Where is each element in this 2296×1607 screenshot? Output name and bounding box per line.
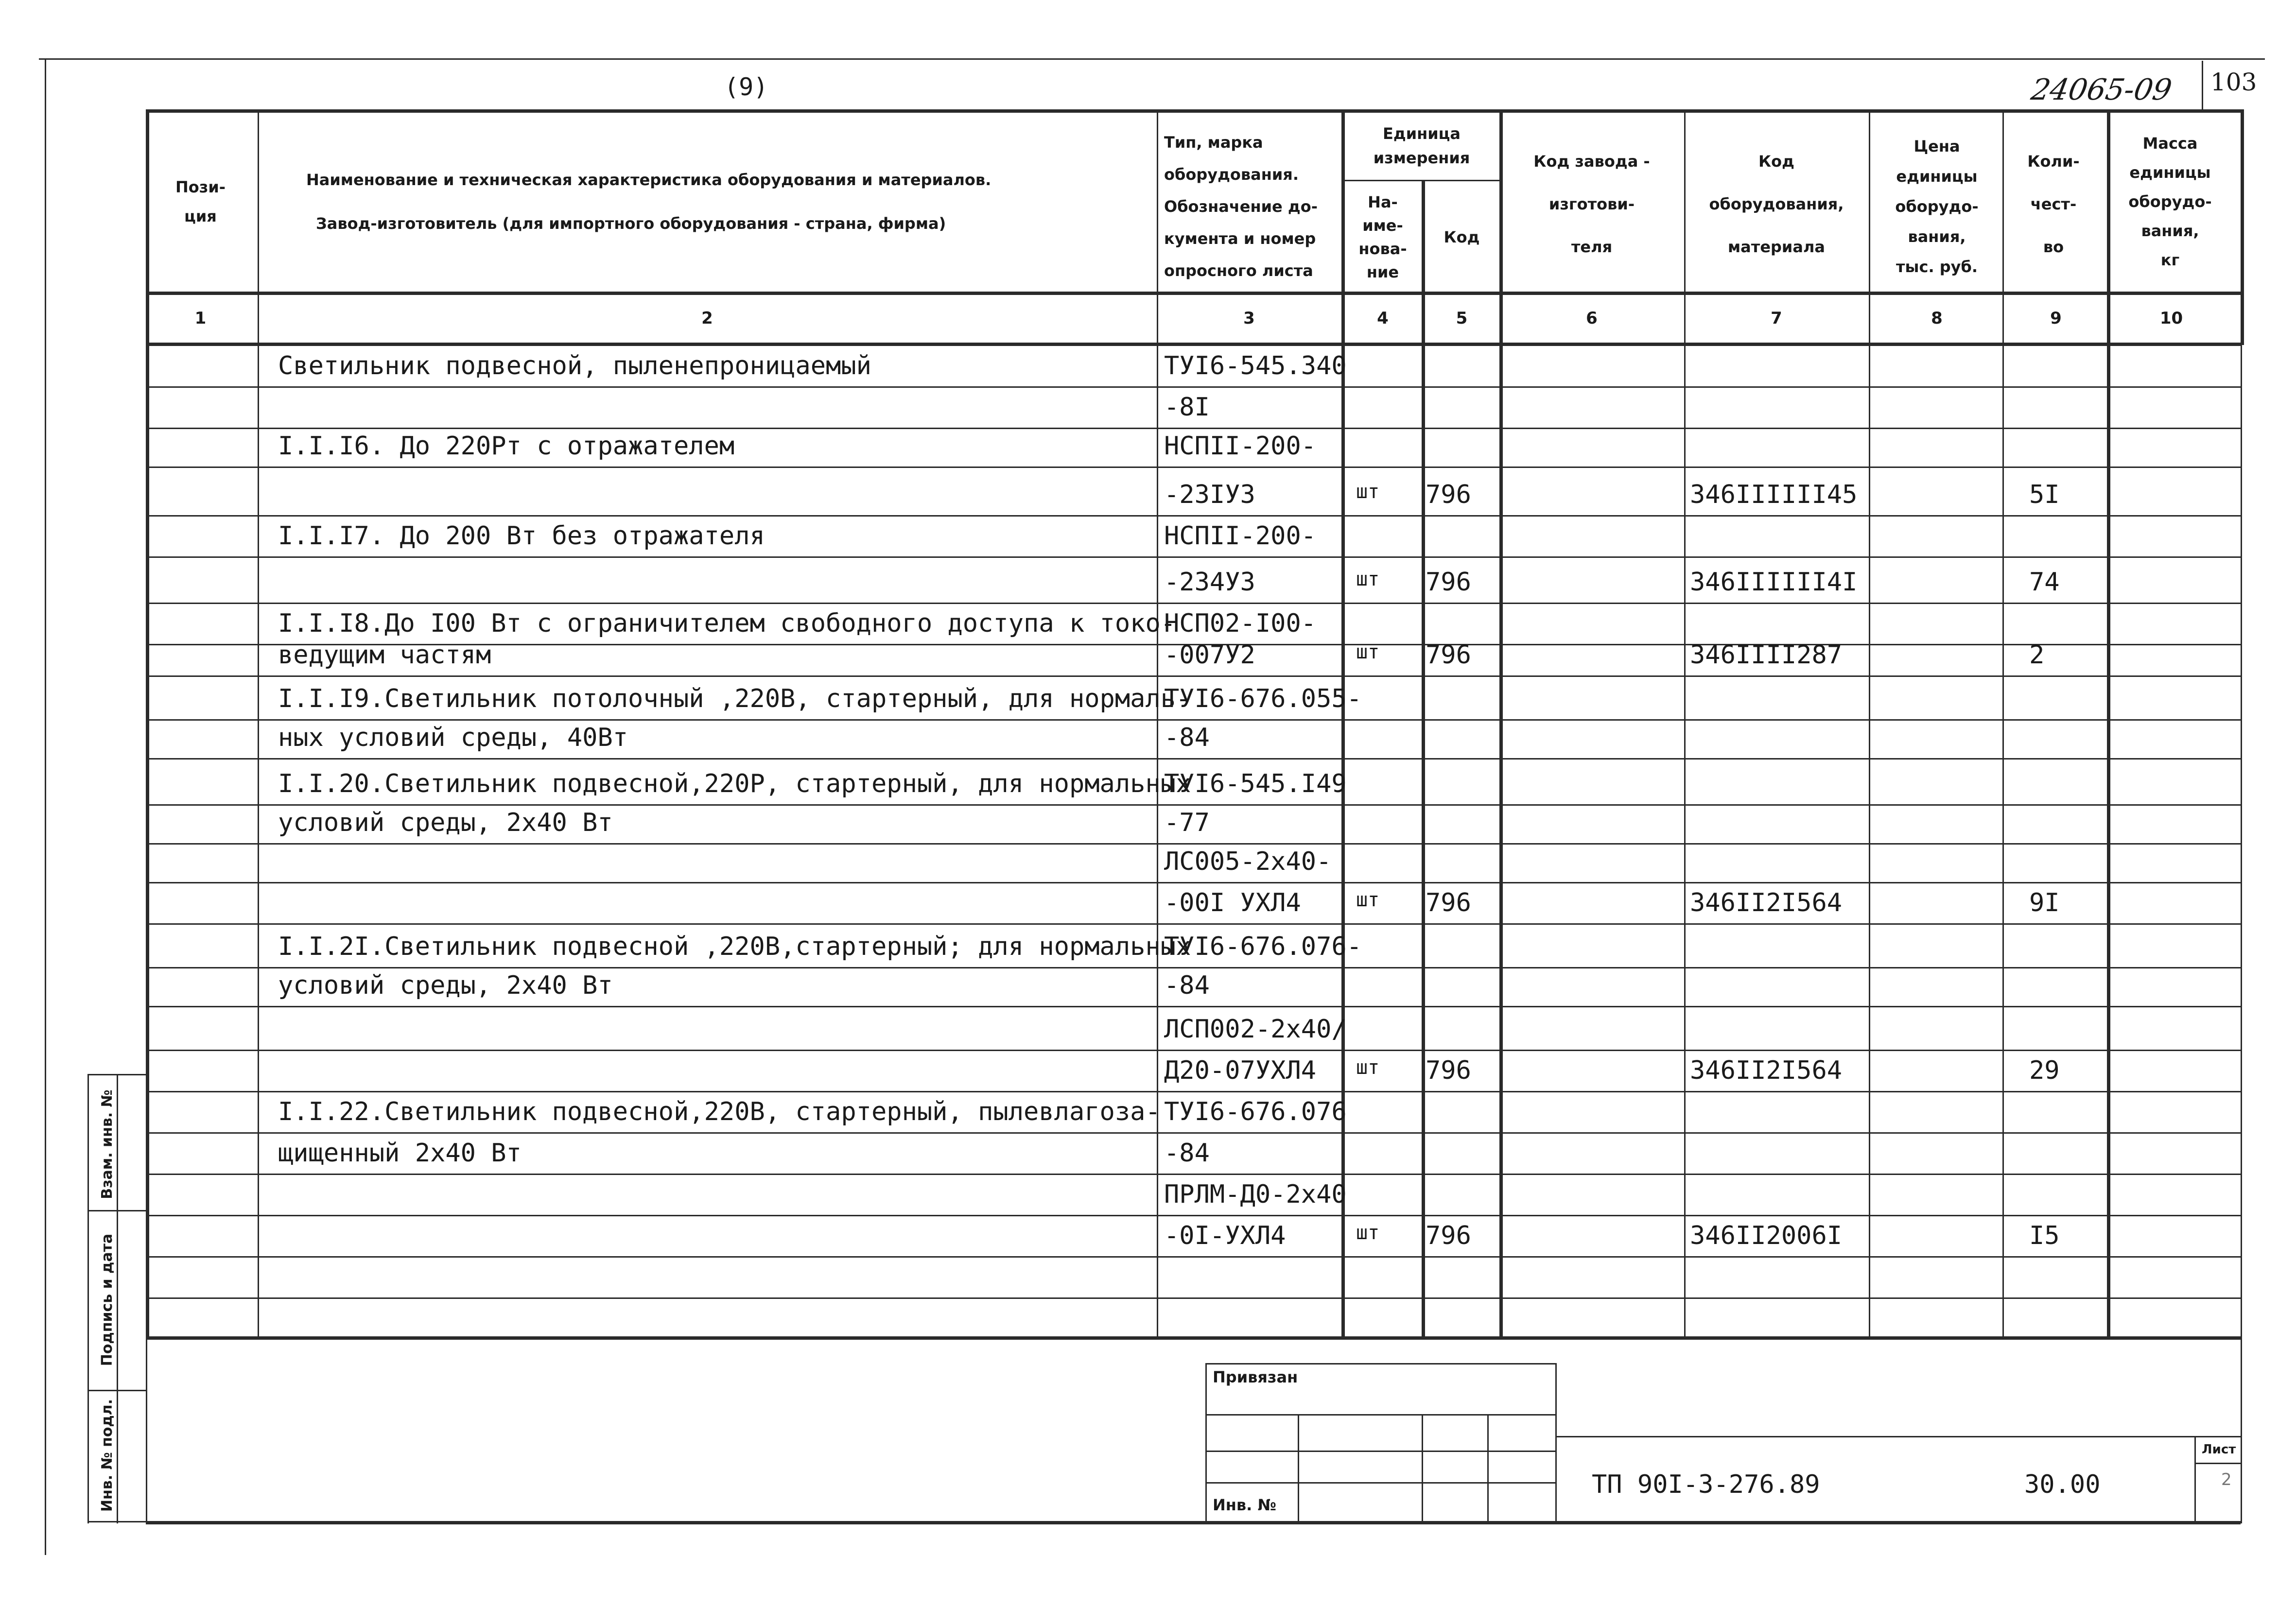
- cell-equipment-code: 346IIII287: [1690, 640, 1843, 670]
- header-equipment-code: Код оборудования, материала: [1709, 152, 1844, 256]
- cell-equipment-code: 346II2006I: [1690, 1221, 1843, 1250]
- list-value: 2: [2221, 1470, 2232, 1489]
- cell-quantity: 2: [2029, 640, 2045, 670]
- cell-type: -8I: [1164, 393, 1210, 422]
- header-name: Наименование и техническая характеристика оборудования и материалов. Завод-изготовитель (для импортного оборудования - страна, фирма): [306, 171, 991, 233]
- row-divider: [146, 967, 2241, 968]
- cell-type: ТУI6-676.055-: [1164, 684, 1362, 713]
- frame-right: [2241, 1336, 2242, 1523]
- cell-type: НСПII-200-: [1164, 432, 1317, 461]
- cell-name: Светильник подвесной, пыленепроницаемый: [278, 351, 871, 380]
- column-divider: [1499, 109, 1503, 1336]
- row-divider: [146, 1050, 2241, 1051]
- column-divider: [258, 109, 259, 1336]
- cell-type: ТУI6-676.076: [1164, 1097, 1347, 1126]
- side-label-inv-podl: Инв. № подл.: [98, 1399, 116, 1512]
- column-number-7: 7: [1771, 309, 1782, 328]
- side-label-podpis: Подпись и дата: [98, 1233, 116, 1366]
- cell-quantity: 5I: [2029, 480, 2060, 509]
- side-strip-bottom: [87, 1521, 146, 1522]
- cell-unit-code: 796: [1426, 1221, 1471, 1250]
- frame-bottom: [146, 1521, 2241, 1524]
- cell-unit-code: 796: [1426, 888, 1471, 917]
- cell-name: I.I.I7. До 200 Вт без отражателя: [278, 521, 765, 551]
- cell-quantity: I5: [2029, 1221, 2060, 1250]
- cell-name: I.I.I6. До 220Рт с отражателем: [278, 432, 735, 461]
- cell-type: -77: [1164, 808, 1210, 837]
- unit-group-divider: [1341, 180, 1499, 181]
- column-number-5: 5: [1456, 309, 1468, 328]
- row-divider: [146, 556, 2241, 558]
- row-divider: [146, 719, 2241, 721]
- stamp-inv: Инв. №: [1213, 1496, 1276, 1514]
- row-divider: [146, 1215, 2241, 1216]
- corner-number: 103: [2210, 68, 2257, 96]
- cell-type: НСП02-I00-: [1164, 609, 1317, 638]
- cell-quantity: 29: [2029, 1056, 2060, 1085]
- table-right-border: [2241, 109, 2244, 345]
- cell-name: I.I.2I.Светильник подвесной ,220В,стартерный; для нормальных: [278, 932, 1191, 961]
- row-divider: [146, 1256, 2241, 1258]
- cell-quantity: 9I: [2029, 888, 2060, 917]
- cell-equipment-code: 346II2I564: [1690, 888, 1843, 917]
- cell-type: НСПII-200-: [1164, 521, 1317, 551]
- side-strip-left: [87, 1074, 89, 1523]
- cell-unit: шт: [1356, 889, 1380, 911]
- cell-unit-code: 796: [1426, 480, 1471, 509]
- cell-type: -234У3: [1164, 568, 1255, 597]
- row-divider: [146, 603, 2241, 604]
- cell-unit-code: 796: [1426, 640, 1471, 670]
- row-divider: [146, 1174, 2241, 1175]
- row-divider: [146, 675, 2241, 677]
- column-divider: [1341, 109, 1345, 1336]
- column-number-row-border: [146, 343, 2241, 346]
- cell-equipment-code: 346IIIIII4I: [1690, 568, 1858, 597]
- outer-frame-left: [45, 58, 46, 1555]
- header-quantity: Коли- чест- во: [2027, 152, 2080, 256]
- row-divider: [146, 386, 2241, 388]
- cell-type: ПРЛМ-Д0-2х40: [1164, 1180, 1347, 1209]
- cell-unit-code: 796: [1426, 1056, 1471, 1085]
- column-number-2: 2: [701, 309, 713, 328]
- sheet-box-divider: [2194, 1463, 2241, 1464]
- column-divider: [1157, 109, 1158, 1336]
- stamp-inner: [1298, 1414, 1299, 1521]
- cell-type: -23IУ3: [1164, 480, 1255, 509]
- table-right-border-lower: [2241, 345, 2242, 1336]
- cell-type: -007У2: [1164, 640, 1255, 670]
- cell-type: ТУI6-545.340: [1164, 351, 1347, 380]
- column-number-1: 1: [194, 309, 207, 328]
- column-divider: [1869, 109, 1870, 1336]
- column-divider: [1684, 109, 1686, 1336]
- cell-type: -00I УХЛ4: [1164, 888, 1301, 917]
- cell-type: -0I-УХЛ4: [1164, 1221, 1286, 1250]
- cell-unit: шт: [1356, 1222, 1380, 1244]
- document-code: ТП 90I-3-276.89: [1592, 1470, 1820, 1499]
- cell-name: I.I.20.Светильник подвесной,220Р, стартерный, для нормальных: [278, 769, 1191, 798]
- column-number-9: 9: [2050, 309, 2062, 328]
- row-divider: [146, 758, 2241, 760]
- cell-type: Д20-07УХЛ4: [1164, 1056, 1317, 1085]
- cell-type: -84: [1164, 723, 1210, 752]
- cell-type: -84: [1164, 971, 1210, 1000]
- header-position: Пози- ция: [175, 178, 226, 225]
- row-divider: [146, 1132, 2241, 1134]
- header-unit-code: Код: [1444, 227, 1480, 246]
- cell-equipment-code: 346II2I564: [1690, 1056, 1843, 1085]
- header-unit-price: Цена единицы оборудо- вания, тыс. руб.: [1895, 137, 1979, 276]
- cell-name: условий среды, 2х40 Вт: [278, 808, 613, 837]
- outer-frame-top: [39, 58, 2265, 60]
- cell-name: щищенный 2х40 Вт: [278, 1139, 522, 1168]
- page-number: (9): [724, 73, 768, 101]
- row-divider: [146, 843, 2241, 845]
- side-label-vzam: Взам. инв. №: [98, 1089, 116, 1199]
- corner-box-left: [2202, 61, 2203, 109]
- row-divider: [146, 467, 2241, 468]
- cell-unit: шт: [1356, 568, 1380, 590]
- column-divider: [2002, 109, 2004, 1336]
- column-number-8: 8: [1931, 309, 1943, 328]
- header-manufacturer-code: Код завода - изготови- теля: [1533, 152, 1650, 256]
- header-unit-name: На- име- нова- ние: [1358, 192, 1407, 281]
- title-block-top: [1555, 1436, 2241, 1437]
- stamp-inner: [1487, 1414, 1489, 1521]
- stamp-right: [1555, 1363, 1557, 1521]
- cell-name: I.I.I8.До I00 Вт с ограничителем свободного доступа к токо-: [278, 609, 1176, 638]
- list-label: Лист: [2202, 1442, 2236, 1457]
- cell-unit: шт: [1356, 1056, 1380, 1079]
- cell-equipment-code: 346IIIIII45: [1690, 480, 1858, 509]
- cell-unit: шт: [1356, 481, 1380, 503]
- stamp-top: [1205, 1363, 1555, 1365]
- stamp-left: [1205, 1363, 1207, 1521]
- cell-type: ЛС005-2х40-: [1164, 847, 1332, 876]
- column-number-3: 3: [1243, 309, 1255, 328]
- cell-name: I.I.I9.Светильник потолочный ,220В, стартерный, для нормаль-: [278, 684, 1191, 713]
- stamp-privyazan: Привязан: [1213, 1368, 1298, 1386]
- cell-type: ТУI6-545.I49: [1164, 769, 1347, 798]
- cell-name: I.I.22.Светильник подвесной,220В, стартерный, пылевлагоза-: [278, 1097, 1161, 1126]
- cell-name: ведущим частям: [278, 640, 491, 670]
- cell-name: условий среды, 2х40 Вт: [278, 971, 613, 1000]
- column-number-10: 10: [2159, 309, 2183, 328]
- cell-name: ных условий среды, 40Вт: [278, 723, 628, 752]
- cell-unit-code: 796: [1426, 568, 1471, 597]
- stamp-row: [1205, 1451, 1555, 1452]
- row-divider: [146, 923, 2241, 925]
- row-divider: [146, 1336, 2241, 1340]
- column-number-6: 6: [1586, 309, 1598, 328]
- cell-type: ЛСП002-2х40/: [1164, 1015, 1347, 1044]
- side-strip-right: [146, 1074, 147, 1523]
- cell-type: ТУI6-676.076-: [1164, 932, 1362, 961]
- row-divider: [146, 1091, 2241, 1092]
- cell-quantity: 74: [2029, 568, 2060, 597]
- row-divider: [146, 428, 2241, 429]
- stamp-inner: [1422, 1414, 1423, 1521]
- header-type: Тип, марка оборудования. Обозначение до- кумента и номер опросного листа: [1164, 133, 1318, 280]
- sheet-code: 30.00: [2024, 1470, 2101, 1499]
- column-divider: [2107, 109, 2110, 1336]
- stamp-row: [1205, 1482, 1555, 1484]
- row-divider: [146, 1297, 2241, 1299]
- row-divider: [146, 1006, 2241, 1007]
- handwritten-document-code: 24065-09: [2028, 73, 2174, 107]
- row-divider: [146, 804, 2241, 806]
- header-unit-mass: Масса единицы оборудо- вания, кг: [2128, 134, 2212, 269]
- cell-type: -84: [1164, 1139, 1210, 1168]
- header-unit-group: Единица измерения: [1373, 124, 1470, 167]
- sheet-box-left: [2194, 1436, 2196, 1521]
- side-strip-top: [87, 1074, 146, 1075]
- row-divider: [146, 882, 2241, 883]
- stamp-row: [1205, 1414, 1555, 1416]
- cell-unit: шт: [1356, 641, 1380, 663]
- row-divider: [146, 515, 2241, 517]
- column-number-4: 4: [1377, 309, 1389, 328]
